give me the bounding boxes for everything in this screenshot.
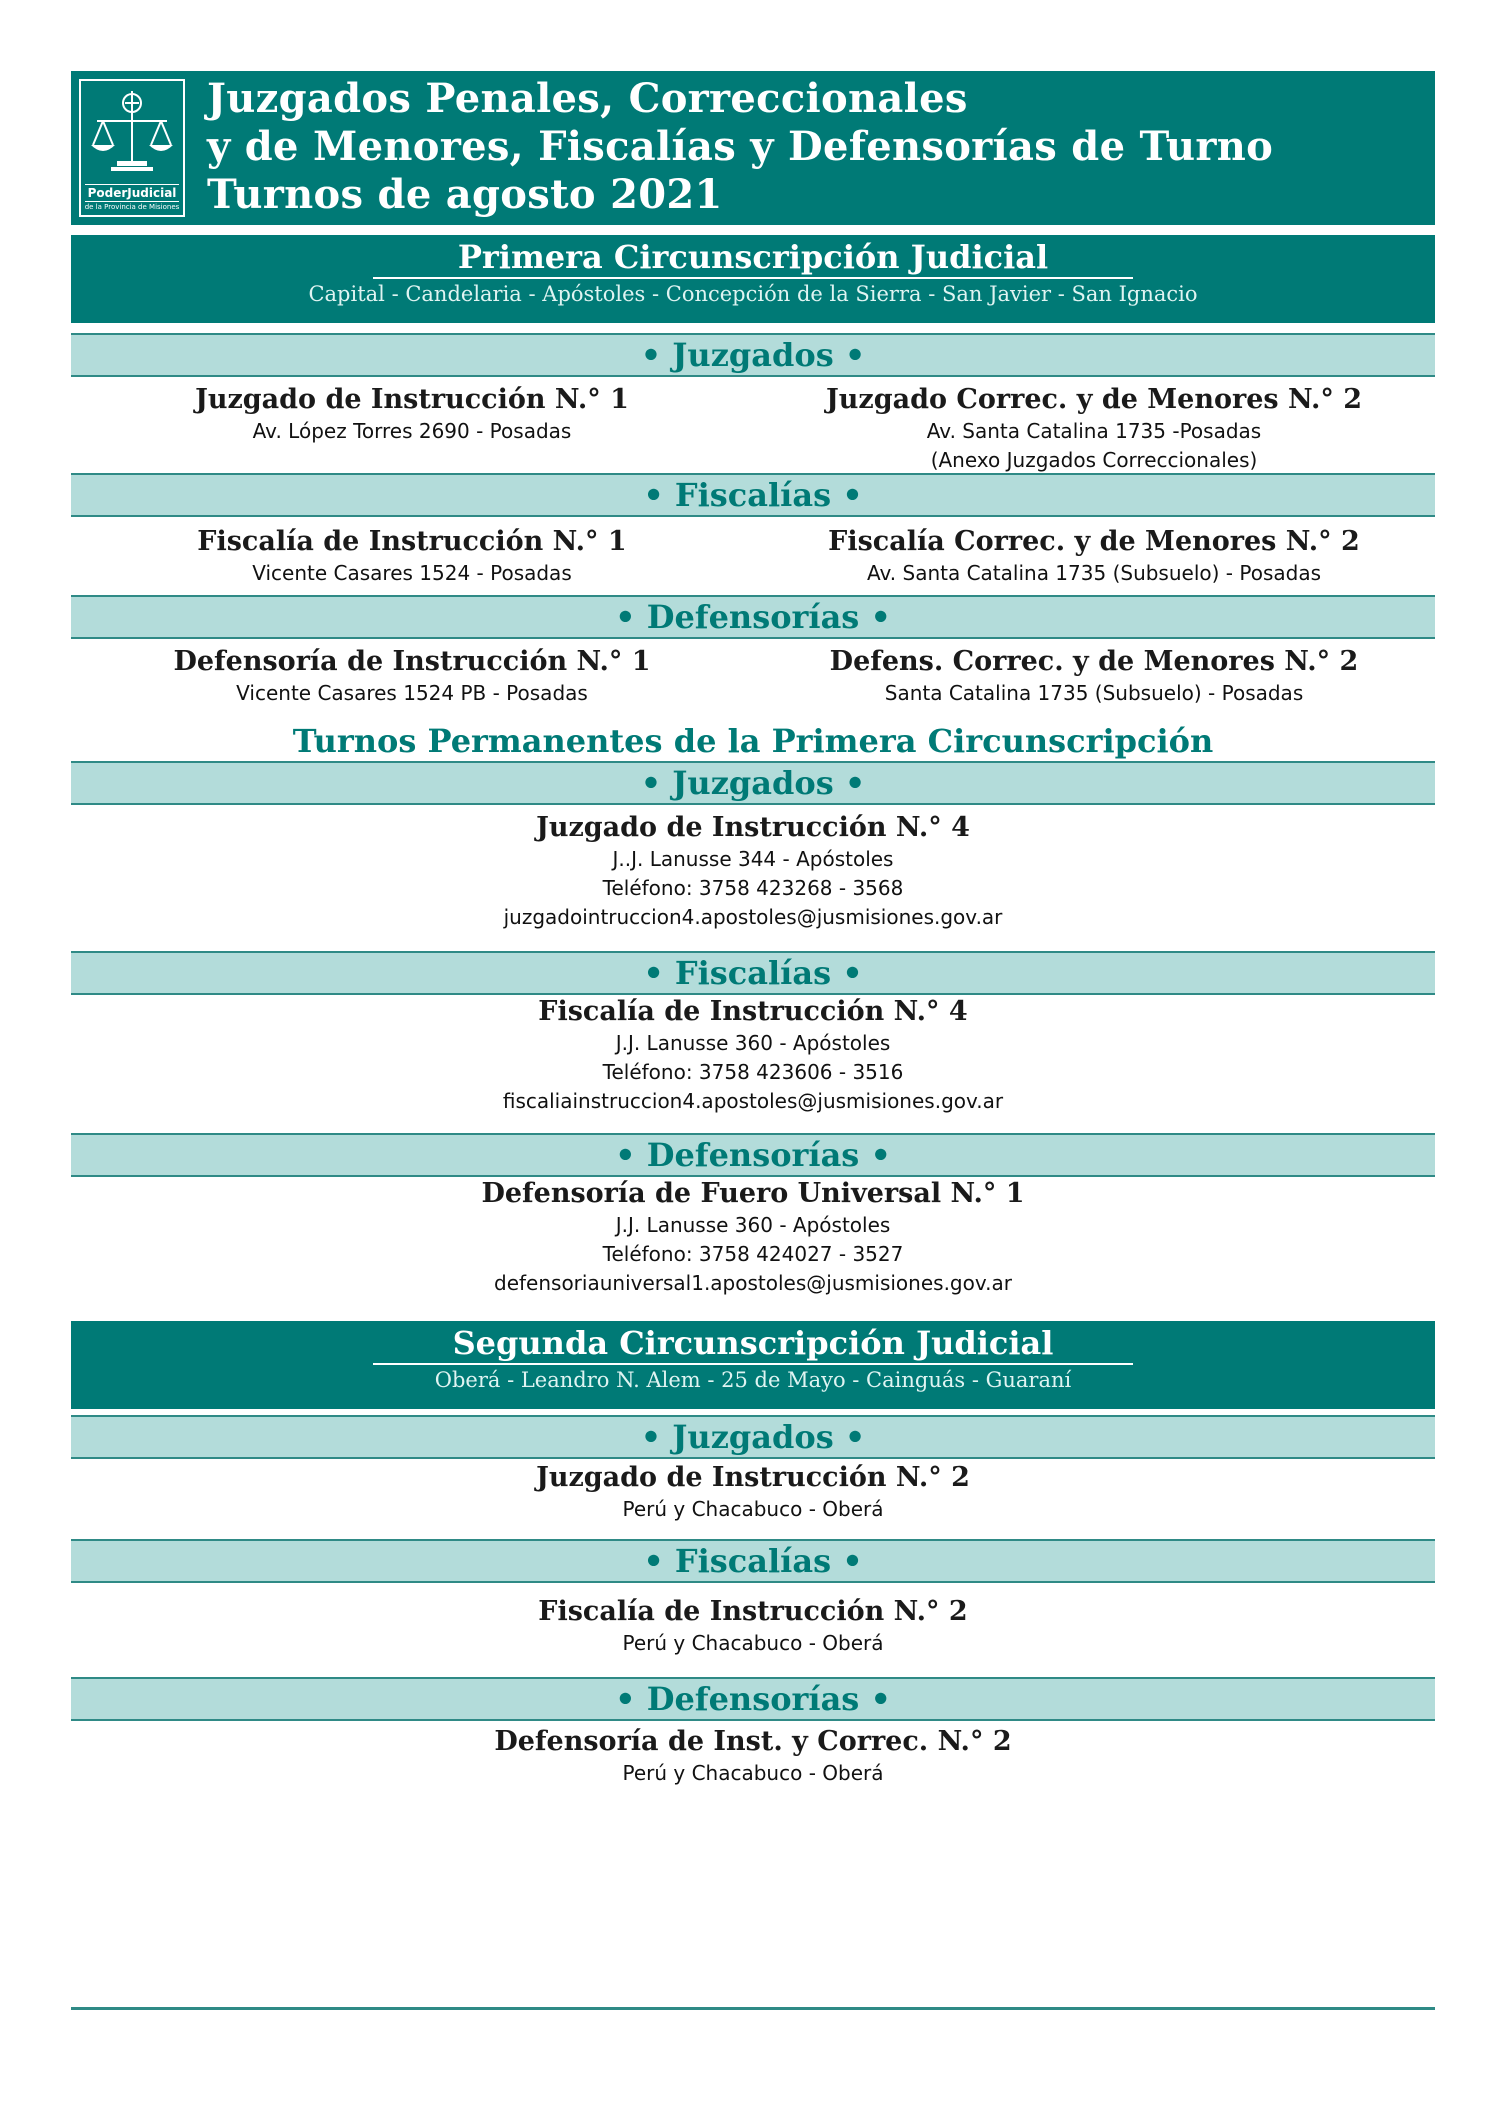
defensoria-entry: [71, 645, 753, 715]
document-page: [71, 71, 1435, 1788]
entry-phone: Teléfono: 3758 423268 - 3568: [602, 876, 904, 900]
entry-address: Perú y Chacabuco - Oberá: [622, 1497, 884, 1521]
entry-email: fiscaliainstruccion4.apostoles@jusmisiones.gov.ar: [502, 1089, 1004, 1113]
entry-name: Fiscalía de Instrucción N.° 1: [197, 526, 627, 557]
segunda-circunscripcion-title: Segunda Circunscripción Judicial: [452, 1324, 1054, 1362]
fiscalia-entry: [71, 525, 753, 595]
fiscalia-entry: [753, 525, 1435, 595]
entry-name: Juzgado de Instrucción N.° 4: [536, 812, 970, 843]
entry-address: J.J. Lanusse 360 - Apóstoles: [615, 1031, 891, 1055]
logo-title: PoderJudicial: [85, 184, 179, 202]
primera-circunscripcion-title: Primera Circunscripción Judicial: [457, 238, 1049, 276]
juzgado-entry: [71, 805, 1435, 951]
segunda-circunscripcion-band: [71, 1321, 1435, 1409]
defensoria-entry: [71, 1721, 1435, 1788]
entry-address: Vicente Casares 1524 - Posadas: [252, 561, 572, 585]
entry-name: Fiscalía de Instrucción N.° 4: [538, 996, 968, 1027]
fiscalias-section-bar: • Fiscalías •: [71, 473, 1435, 517]
entry-name: Defens. Correc. y de Menores N.° 2: [829, 646, 1359, 677]
scales-of-justice-icon: [81, 81, 183, 181]
juzgados-row: [71, 377, 1435, 473]
fiscalias-section-bar: • Fiscalías •: [71, 1539, 1435, 1583]
defensorias-section-bar: • Defensorías •: [71, 595, 1435, 639]
turnos-permanentes-title: Turnos Permanentes de la Primera Circunscripción: [292, 722, 1214, 760]
defensoria-entry: [753, 645, 1435, 715]
entry-address: Av. López Torres 2690 - Posadas: [252, 419, 572, 443]
entry-name: Defensoría de Inst. y Correc. N.° 2: [494, 1726, 1012, 1757]
entry-phone: Teléfono: 3758 424027 - 3527: [602, 1242, 904, 1266]
title-line-2: y de Menores, Fiscalías y Defensorías de Turno: [207, 123, 1274, 170]
defensorias-section-bar: • Defensorías •: [71, 1133, 1435, 1177]
fiscalias-section-bar: • Fiscalías •: [71, 951, 1435, 995]
entry-note: (Anexo Juzgados Correccionales): [930, 448, 1258, 472]
entry-name: Defensoría de Instrucción N.° 1: [173, 646, 651, 677]
entry-name: Juzgado Correc. y de Menores N.° 2: [825, 384, 1363, 415]
entry-address: Av. Santa Catalina 1735 -Posadas: [926, 419, 1262, 443]
entry-name: Defensoría de Fuero Universal N.° 1: [481, 1178, 1025, 1209]
defensorias-row: [71, 639, 1435, 715]
segunda-circunscripcion-localities: Oberá - Leandro N. Alem - 25 de Mayo - Cainguás - Guaraní: [434, 1368, 1072, 1392]
entry-address: J..J. Lanusse 344 - Apóstoles: [612, 847, 894, 871]
juzgados-section-bar: • Juzgados •: [71, 333, 1435, 377]
primera-circunscripcion-localities: Capital - Candelaria - Apóstoles - Concepción de la Sierra - San Javier - San Ignacio: [308, 282, 1198, 306]
juzgado-entry: [71, 1459, 1435, 1539]
entry-address: Perú y Chacabuco - Oberá: [622, 1761, 884, 1785]
entry-email: defensoriauniversal1.apostoles@jusmisiones.gov.ar: [494, 1271, 1012, 1295]
fiscalia-entry: [71, 1583, 1435, 1677]
title-line-1: Juzgados Penales, Correccionales: [207, 75, 968, 122]
primera-circunscripcion-band: [71, 235, 1435, 323]
defensorias-section-bar: • Defensorías •: [71, 1677, 1435, 1721]
entry-name: Juzgado de Instrucción N.° 1: [195, 384, 629, 415]
entry-name: Fiscalía de Instrucción N.° 2: [538, 1596, 968, 1627]
page-title: [207, 75, 1273, 219]
defensoria-entry: [71, 1177, 1435, 1317]
entry-address: Av. Santa Catalina 1735 (Subsuelo) - Posadas: [867, 561, 1321, 585]
title-line-3: Turnos de agosto 2021: [207, 171, 723, 218]
entry-address: Perú y Chacabuco - Oberá: [622, 1631, 884, 1655]
juzgado-entry: [753, 383, 1435, 473]
fiscalias-row: [71, 517, 1435, 595]
entry-address: Santa Catalina 1735 (Subsuelo) - Posadas: [884, 681, 1304, 705]
entry-phone: Teléfono: 3758 423606 - 3516: [602, 1060, 904, 1084]
document-header: [71, 71, 1435, 225]
entry-name: Fiscalía Correc. y de Menores N.° 2: [828, 526, 1360, 557]
entry-name: Juzgado de Instrucción N.° 2: [536, 1462, 970, 1493]
fiscalia-entry: [71, 995, 1435, 1133]
entry-address: J.J. Lanusse 360 - Apóstoles: [615, 1213, 891, 1237]
juzgado-entry: [71, 383, 753, 473]
entry-address: Vicente Casares 1524 PB - Posadas: [236, 681, 588, 705]
juzgados-section-bar: • Juzgados •: [71, 761, 1435, 805]
juzgados-section-bar: • Juzgados •: [71, 1415, 1435, 1459]
entry-email: juzgadointruccion4.apostoles@jusmisiones.gov.ar: [503, 905, 1003, 929]
poder-judicial-logo: [79, 79, 185, 217]
footer-rule: [71, 2007, 1435, 2010]
logo-subtitle: de la Provincia de Misiones: [84, 203, 180, 211]
